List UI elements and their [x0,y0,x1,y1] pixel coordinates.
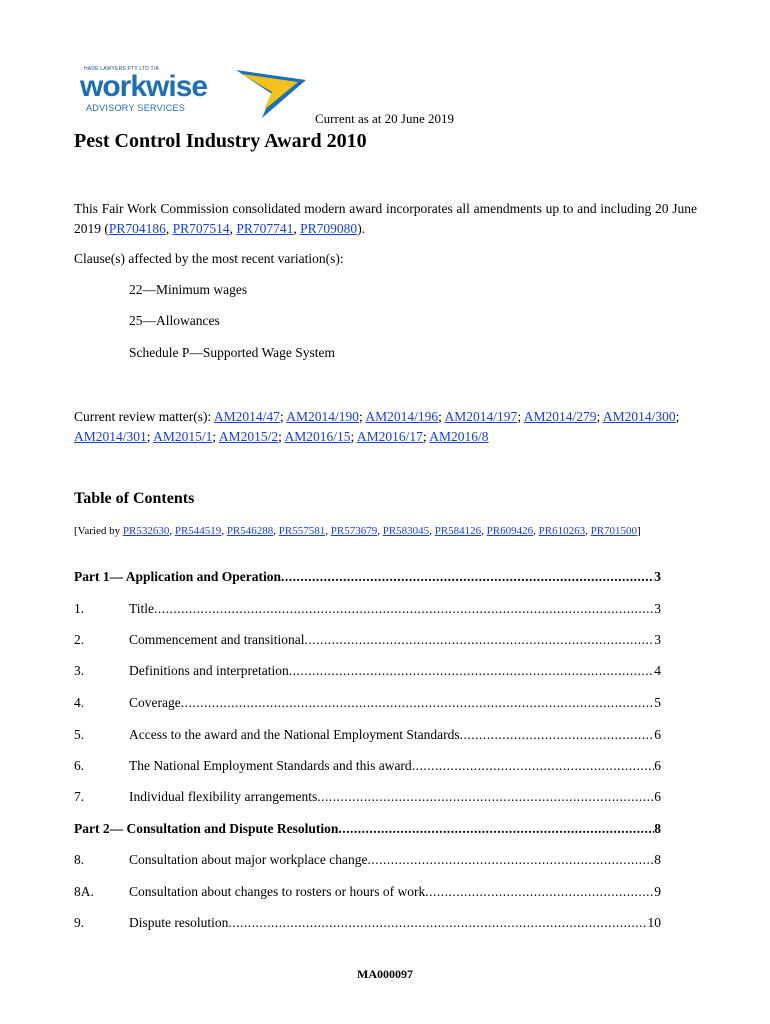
toc-number: 8. [74,852,85,867]
toc-label: Consultation about major workplace change [129,852,368,867]
toc-leader [228,915,647,931]
logo-small-text: HADE LAWYERS PTY LTD T/A [84,66,159,72]
page-title: Pest Control Industry Award 2010 [74,130,367,152]
review-link[interactable]: AM2014/197 [444,409,518,424]
toc-part-2[interactable] [74,821,661,839]
toc-page: 6 [654,758,661,773]
intro-text-end: ). [357,221,366,236]
review-link[interactable]: AM2016/8 [429,429,489,444]
toc-entry[interactable] [74,852,661,870]
varied-link[interactable]: PR557581 [278,525,326,537]
toc-leader [281,569,654,585]
toc-number: 3. [74,663,85,678]
toc-number: 5. [74,727,85,742]
toc-label: Commencement and transitional [129,632,305,647]
toc-number: 8A. [74,884,94,899]
toc-leader [412,758,655,774]
logo-word-part1: work [80,70,147,103]
document-code: MA000097 [357,967,413,981]
varied-label: [Varied by [74,525,123,537]
toc-page: 6 [654,789,661,804]
toc-leader [460,727,655,743]
toc-label: Individual flexibility arrangements [129,789,318,804]
toc-leader [304,632,654,648]
review-link[interactable]: AM2014/196 [365,409,439,424]
toc-label: Title [129,601,155,616]
toc-entry[interactable] [74,601,661,619]
toc-leader [317,789,654,805]
toc-entry[interactable] [74,915,661,933]
toc-page: 3 [654,569,661,584]
intro-link[interactable]: PR704186 [108,221,166,236]
toc-label: Dispute resolution [129,915,229,930]
workwise-logo [80,66,310,120]
logo-word-part2: wise [146,70,208,103]
intro-link[interactable]: PR707514 [172,221,230,236]
toc-label: Definitions and interpretation [129,663,289,678]
toc-page: 6 [654,727,661,742]
varied-link[interactable]: PR609426 [486,525,534,537]
varied-link[interactable]: PR532630 [122,525,170,537]
review-link[interactable]: AM2014/279 [523,409,597,424]
varied-link[interactable]: PR610263 [538,525,586,537]
toc-heading: Table of Contents [74,490,195,507]
logo-wordmark [80,70,207,104]
intro-text: This Fair Work Commission consolidated modern award incorporates all amendments up to and including 20 June 2019 ( [74,201,697,236]
varied-link[interactable]: PR546288 [226,525,274,537]
toc-number: 9. [74,915,85,930]
toc-leader [338,821,654,837]
toc-leader [154,601,654,617]
toc-leader [425,884,654,900]
toc-leader [367,852,654,868]
toc-number: 6. [74,758,85,773]
review-link[interactable]: AM2016/15 [284,429,351,444]
toc-entry[interactable] [74,632,661,650]
toc-page: 4 [654,663,661,678]
logo-arrow-icon [232,66,308,120]
varied-by: [Varied by PR532630, PR544519, PR546288, PR557581, PR573679, PR583045, PR584126, PR609426, PR610263, PR701500] [74,525,641,537]
varied-link[interactable]: PR544519 [174,525,222,537]
toc-label: Part 2— Consultation and Dispute Resolution [74,821,339,836]
varied-close: ] [637,525,641,537]
intro-link[interactable]: PR709080 [300,221,358,236]
toc-number: 4. [74,695,85,710]
varied-link[interactable]: PR584126 [434,525,482,537]
clause-item: 25—Allowances [129,313,220,328]
review-link[interactable]: AM2014/47 [213,409,280,424]
toc-entry[interactable] [74,758,661,776]
varied-link[interactable]: PR583045 [382,525,430,537]
toc-label: Consultation about changes to rosters or hours of work [129,884,426,899]
clause-item: Schedule P—Supported Wage System [129,345,336,360]
toc-number: 2. [74,632,85,647]
toc-number: 7. [74,789,85,804]
review-matters: Current review matter(s): AM2014/47; AM2014/190; AM2014/196; AM2014/197; AM2014/279; AM2014/300; AM2014/301; AM2015/1; AM2015/2; AM2016/15; AM2016/17; AM2016/8 [74,409,680,444]
review-link[interactable]: AM2014/301 [74,429,147,444]
toc-label: Part 1— Application and Operation [74,569,282,584]
toc-number: 1. [74,601,85,616]
clauses-label: Clause(s) affected by the most recent variation(s): [74,251,344,266]
toc-page: 8 [654,852,661,867]
toc-page: 10 [647,915,661,930]
review-link[interactable]: AM2015/2 [218,429,279,444]
intro-link[interactable]: PR707741 [236,221,294,236]
toc-label: Coverage [129,695,181,710]
toc-entry[interactable] [74,884,661,902]
toc-page: 3 [654,601,661,616]
toc-entry[interactable] [74,663,661,681]
toc-page: 9 [654,884,661,899]
varied-link[interactable]: PR573679 [330,525,378,537]
toc-label: Access to the award and the National Employment Standards [129,727,460,742]
toc-page: 8 [654,821,661,836]
toc-leader [181,695,655,711]
intro-paragraph: This Fair Work Commission consolidated modern award incorporates all amendments up to and including 20 June 2019 (PR704186, PR707514, PR707741, PR709080). [74,201,697,236]
review-link[interactable]: AM2014/190 [286,409,359,424]
toc-label: The National Employment Standards and this award [129,758,412,773]
toc-entry[interactable] [74,789,661,807]
toc-page: 5 [654,695,661,710]
review-link[interactable]: AM2014/300 [602,409,676,424]
current-as-at: Current as at 20 June 2019 [315,111,455,126]
review-link[interactable]: AM2016/17 [356,429,423,444]
clause-item: 22—Minimum wages [129,282,248,297]
toc-leader [289,663,655,679]
toc-entry[interactable] [74,727,661,745]
toc-entry[interactable] [74,695,661,713]
logo-subtitle: ADVISORY SERVICES [86,103,186,113]
review-label: Current review matter(s): [74,409,214,424]
review-link[interactable]: AM2015/1 [153,429,213,444]
toc-page: 3 [654,632,661,647]
toc-part-1[interactable] [74,569,661,587]
varied-link[interactable]: PR701500 [590,525,638,537]
